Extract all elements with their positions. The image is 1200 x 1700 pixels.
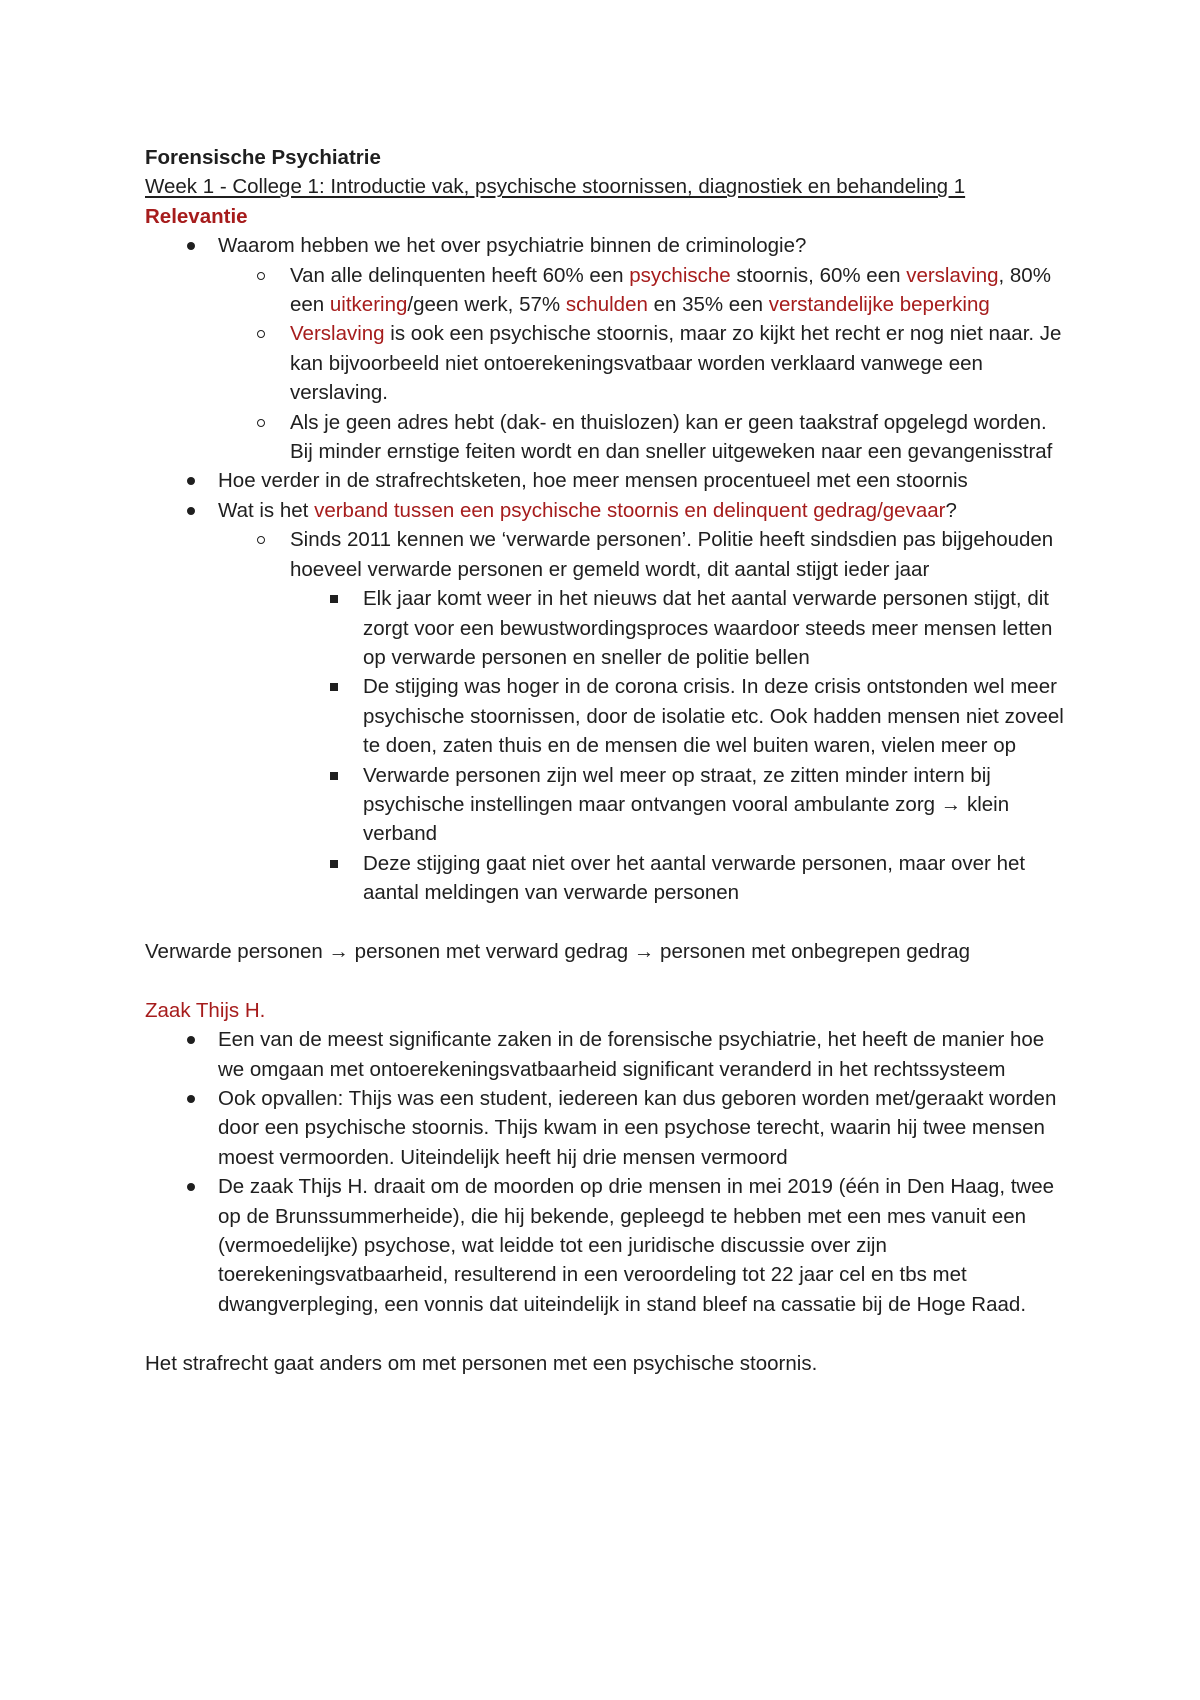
list-item-text: Sinds 2011 kennen we ‘verwarde personen’. Politie heeft sindsdien pas bijgehouden hoeveel verwarde personen er gemeld wordt, dit aantal stijgt ieder jaar — [290, 528, 1054, 581]
filled-circle-bullet-icon — [187, 1095, 195, 1103]
square-bullet-icon — [330, 595, 338, 603]
filled-circle-bullet-icon — [187, 242, 195, 250]
document-page — [145, 143, 1075, 1378]
list-item — [145, 466, 1075, 495]
relevantie-sublist — [145, 261, 1075, 467]
list-item — [145, 1172, 1075, 1319]
list-item — [145, 672, 1075, 760]
hollow-circle-bullet-icon — [257, 330, 265, 338]
list-item-text: Deze stijging gaat niet over het aantal verwarde personen, maar over het aantal meldingen van verwarde personen — [363, 851, 1026, 905]
list-item — [145, 1025, 1075, 1084]
list-item — [145, 319, 1075, 407]
filled-circle-bullet-icon — [187, 477, 195, 485]
highlight-term: Verslaving — [290, 322, 385, 346]
text-run: ? — [945, 498, 957, 522]
list-item-text: De stijging was hoger in de corona crisis. In deze crisis ontstonden wel meer psychische stoornissen, door de isolatie etc. Ook hadden mensen niet zoveel te doen, zaten thuis en de mensen die wel buiten waren, vielen meer op — [363, 675, 1064, 758]
list-item-text: De zaak Thijs H. draait om de moorden op drie mensen in mei 2019 (één in Den Haag, twee op de Brunssummerheide), die hij bekende, gepleegd te hebben met een mes vanuit een (vermoedelijke) psychose, wat leidde tot een juridische discussie over zijn toerekeningsvatbaarheid, resulterend in een veroordeling tot 22 jaar cel en tbs met dwangverpleging, een vonnis dat uiteindelijk in stand bleef na cassatie bij de Hoge Raad. — [218, 1175, 1055, 1316]
list-item — [145, 496, 1075, 525]
square-bullet-icon — [330, 860, 338, 868]
text-run: , 80% een — [290, 263, 1051, 317]
list-item — [145, 261, 1075, 320]
text-run: is ook een psychische stoornis, maar zo kijkt het recht er nog niet naar. Je kan bijvoorbeeld niet ontoerekeningsvatbaar worden verklaard vanwege een verslaving. — [290, 322, 1062, 405]
list-item — [145, 584, 1075, 672]
filled-circle-bullet-icon — [187, 507, 195, 515]
list-item — [145, 525, 1075, 584]
document-title: Forensische Psychiatrie — [145, 146, 381, 169]
highlight-term: verband tussen een psychische stoornis en delinquent gedrag/gevaar — [314, 498, 946, 522]
text-run: Wat is het — [218, 498, 315, 522]
relevantie-list-continued — [145, 466, 1075, 525]
hollow-circle-bullet-icon — [257, 272, 265, 280]
list-item-text: Als je geen adres hebt (dak- en thuislozen) kan er geen taakstraf opgelegd worden. Bij minder ernstige feiten wordt en dan sneller uitgeweken naar een gevangenisstraf — [290, 410, 1053, 464]
list-item — [145, 761, 1075, 849]
section-heading-zaak-thijs: Zaak Thijs H. — [145, 998, 266, 1022]
text-run: stoornis, 60% een — [730, 263, 907, 287]
verband-sublist — [145, 525, 1075, 584]
verwarde-personen-sublist — [145, 584, 1075, 907]
zaak-list — [145, 1025, 1075, 1319]
list-item-text: Elk jaar komt weer in het nieuws dat het aantal verwarde personen stijgt, dit zorgt voor een bewustwordingsproces waardoor steeds meer mensen letten op verwarde personen en sneller de politie bellen — [363, 587, 1053, 669]
filled-circle-bullet-icon — [187, 1183, 195, 1191]
highlight-term: verslaving — [906, 263, 999, 287]
square-bullet-icon — [330, 772, 338, 780]
highlight-term: psychische — [629, 263, 731, 287]
list-item — [145, 849, 1075, 908]
section-heading-relevantie: Relevantie — [145, 204, 248, 228]
terms-line: Verwarde personen → personen met verward gedrag → personen met onbegrepen gedrag — [145, 939, 971, 963]
highlight-term: uitkering — [329, 293, 408, 317]
paragraph-spacer — [145, 1319, 1075, 1348]
hollow-circle-bullet-icon — [257, 419, 265, 427]
text-run: Van alle delinquenten heeft 60% een — [290, 263, 630, 287]
list-item-text: Hoe verder in de strafrechtsketen, hoe meer mensen procentueel met een stoornis — [218, 469, 968, 493]
highlight-term: verstandelijke beperking — [768, 293, 990, 317]
document-subtitle: Week 1 - College 1: Introductie vak, psychische stoornissen, diagnostiek en behandeling 1 — [145, 175, 966, 199]
relevantie-list — [145, 231, 1075, 260]
square-bullet-icon — [330, 683, 338, 691]
text-run: /geen werk, 57% — [407, 293, 566, 317]
list-item-text: Waarom hebben we het over psychiatrie binnen de criminologie? — [218, 234, 807, 258]
list-item-text: Een van de meest significante zaken in de forensische psychiatrie, het heeft de manier hoe we omgaan met ontoerekeningsvatbaarheid significant veranderd in het rechtssysteem — [218, 1028, 1045, 1081]
closing-line: Het strafrecht gaat anders om met personen met een psychische stoornis. — [145, 1351, 818, 1375]
list-item-text: Ook opvallen: Thijs was een student, iedereen kan dus geboren worden met/geraakt worden door een psychische stoornis. Thijs kwam in een psychose terecht, waarin hij twee mensen moest vermoorden. Uiteindelijk heeft hij drie mensen vermoord — [218, 1086, 1057, 1169]
text-run: en 35% een — [647, 293, 769, 317]
filled-circle-bullet-icon — [187, 1036, 195, 1044]
paragraph-spacer — [145, 908, 1075, 937]
hollow-circle-bullet-icon — [257, 536, 265, 544]
list-item — [145, 231, 1075, 260]
list-item-text: Verwarde personen zijn wel meer op straat, ze zitten minder intern bij psychische instellingen maar ontvangen vooral ambulante zorg → klein verband — [363, 763, 1010, 846]
list-item — [145, 408, 1075, 467]
list-item — [145, 1084, 1075, 1172]
highlight-term: schulden — [565, 293, 648, 317]
paragraph-spacer — [145, 966, 1075, 995]
